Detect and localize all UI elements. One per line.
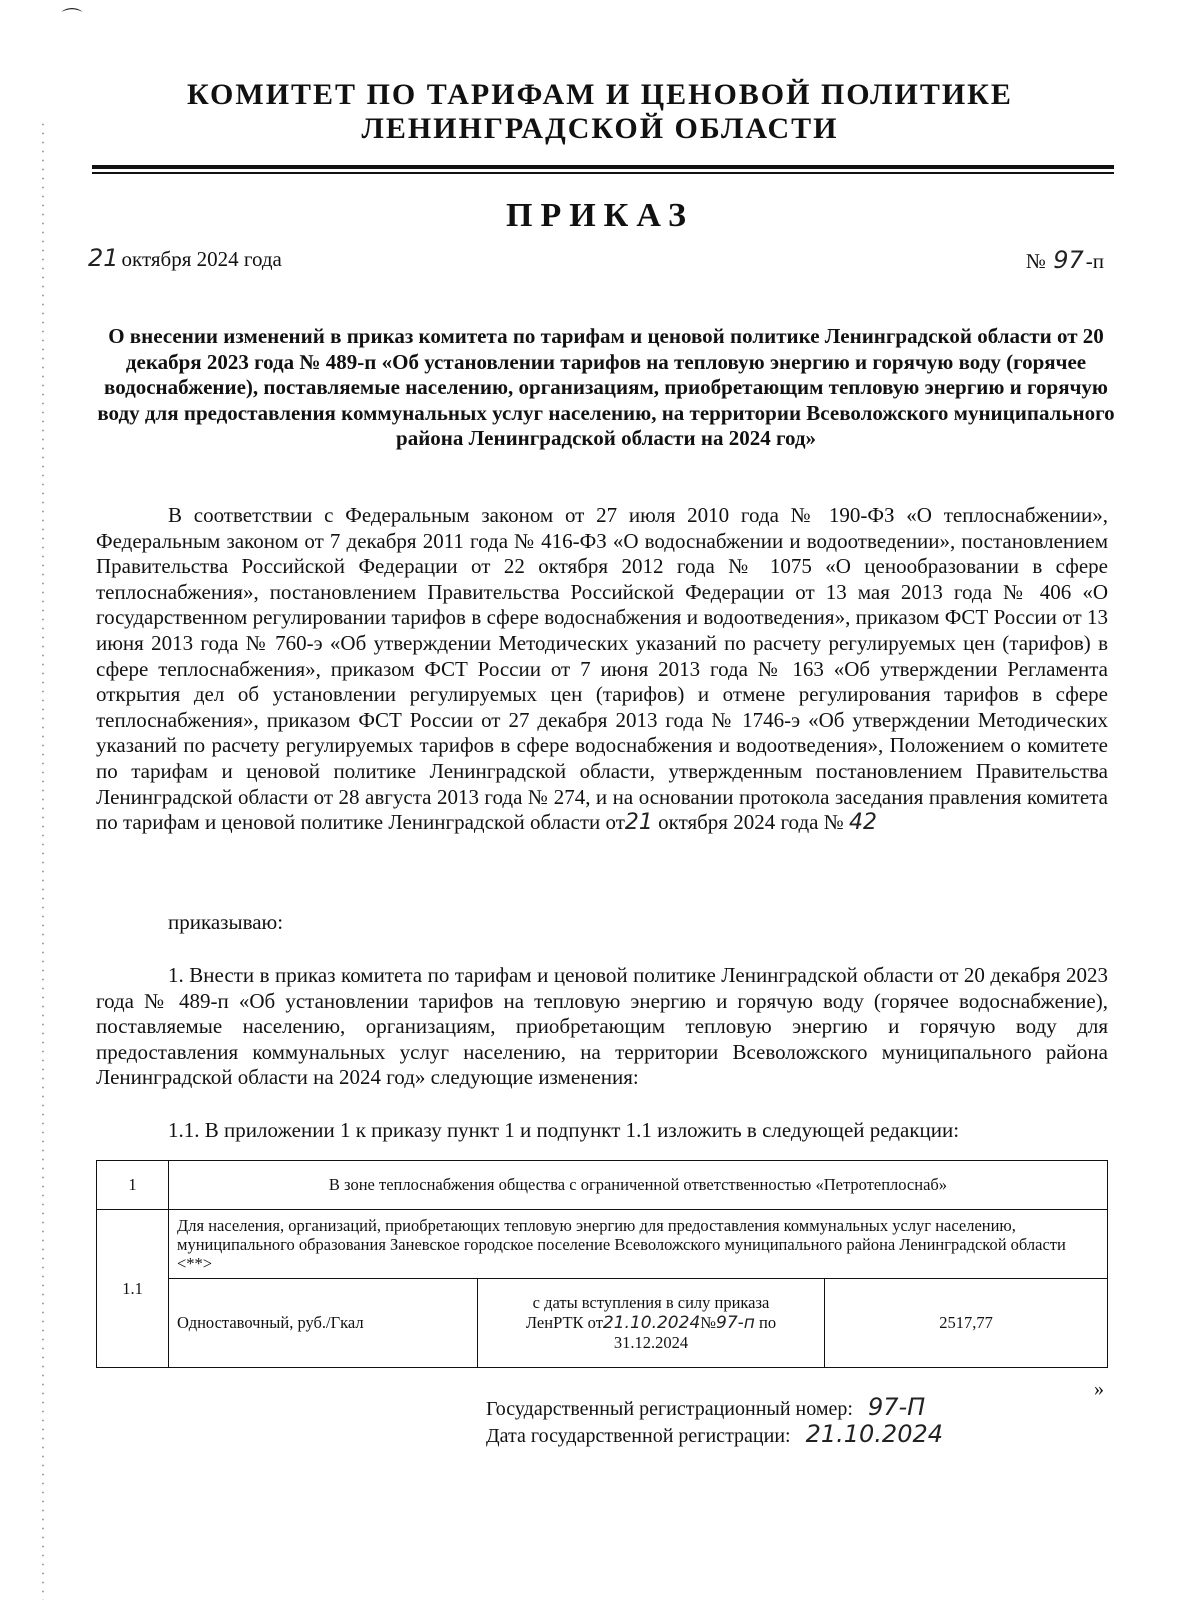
- period-line-2: [486, 1313, 816, 1333]
- order-date: [88, 244, 282, 272]
- rate-value-cell: 2517,77: [825, 1279, 1108, 1368]
- period-number-handwritten: 97-п: [716, 1313, 755, 1333]
- registration-date-handwritten: 21.10.2024: [805, 1420, 944, 1448]
- decree-word: приказываю:: [168, 910, 284, 934]
- order-day-handwritten: 21: [88, 244, 119, 272]
- document-title: ПРИКАЗ: [506, 197, 694, 234]
- org-line-2: ЛЕНИНГРАДСКОЙ ОБЛАСТИ: [361, 112, 839, 145]
- header-rule-thin: [92, 172, 1114, 174]
- header-rule-thick: [92, 165, 1114, 169]
- order-number: [1026, 246, 1104, 274]
- protocol-number-handwritten: 42: [849, 810, 877, 836]
- protocol-day-handwritten: 21: [624, 810, 653, 836]
- row-number: 1: [97, 1161, 169, 1210]
- period-no: №: [700, 1313, 717, 1332]
- registration-number-handwritten: 97-П: [867, 1393, 926, 1421]
- rate-period-cell: [478, 1279, 825, 1368]
- order-date-text: октября 2024 года: [121, 247, 282, 271]
- period-prefix: ЛенРТК от: [525, 1313, 603, 1332]
- registration-number: [486, 1393, 925, 1421]
- registration-date-label: Дата государственной регистрации:: [486, 1425, 791, 1447]
- order-number-handwritten: 97: [1053, 246, 1084, 274]
- table-row: [97, 1210, 1108, 1279]
- rate-name-cell: Одноставочный, руб./Гкал: [169, 1279, 478, 1368]
- period-end: 31.12.2024: [613, 1333, 689, 1352]
- item-1-paragraph: 1. Внести в приказ комитета по тарифам и ценовой политике Ленинградской области от 20 декабря 2023 года № 489-п «Об установлении тарифов на тепловую энергию и горячую воду (горячее водоснабжение), поставляемые населению, организациям, приобретающим тепловую энергию и горячую воду для предоставления коммунальных услуг населению, на территории Всеволожского муниципального района Ленинградской области на 2024 год» следующие изменения:: [96, 963, 1108, 1090]
- legal-basis-paragraph: [96, 503, 1108, 836]
- row-number: 1.1: [97, 1210, 169, 1368]
- tariff-table: [96, 1160, 1108, 1368]
- registration-date: [486, 1420, 943, 1448]
- table-row: [97, 1279, 1108, 1368]
- legal-basis-text: В соответствии с Федеральным законом от 27 июля 2010 года № 190-ФЗ «О теплоснабжении», Федеральным законом от 7 декабря 2011 года № 416-ФЗ «О водоснабжении и водоотведении», постановлением Правительства Российской Федерации от 22 октября 2012 года № 1075 «О ценообразовании в сфере теплоснабжения», постановлением Правительства Российской Федерации от 13 мая 2013 года № 406 «О государственном регулировании тарифов в сфере водоснабжения и водоотведения», приказом ФСТ России от 13 июня 2013 года № 760-э «Об утверждении Методических указаний по расчету регулируемых цен (тарифов) в сфере теплоснабжения», приказом ФСТ России от 7 июня 2013 года № 163 «Об утверждении Регламента открытия дел об установлении регулируемых цен (тарифов) и отмене регулирования тарифов в сфере теплоснабжения», приказом ФСТ России от 27 декабря 2013 года № 1746-э «Об утверждении Методических указаний по расчету регулируемых тарифов в сфере водоснабжения и водоотведения», Положением о комитете по тарифам и ценовой политике Ленинградской области, утвержденным постановлением Правительства Ленинградской области от 28 августа 2013 года № 274, и на основании протокола заседания правления комитета по тарифам и ценовой политике Ленинградской области от: [96, 503, 1108, 835]
- scan-margin-dots: [42, 120, 44, 1600]
- org-header: [0, 78, 1200, 146]
- scan-corner-mark: ⌒: [62, 8, 82, 30]
- org-line-1: КОМИТЕТ ПО ТАРИФАМ И ЦЕНОВОЙ ПОЛИТИКЕ: [187, 78, 1013, 111]
- supply-zone-cell: В зоне теплоснабжения общества с ограниченной ответственностью «Петротеплоснаб»: [169, 1161, 1108, 1210]
- item-1-1-paragraph: 1.1. В приложении 1 к приказу пункт 1 и подпункт 1.1 изложить в следующей редакции:: [168, 1118, 960, 1142]
- period-line-1: с даты вступления в силу приказа: [532, 1293, 770, 1312]
- registration-number-label: Государственный регистрационный номер:: [486, 1398, 853, 1420]
- order-subject: О внесении изменений в приказ комитета по тарифам и ценовой политике Ленинградской области от 20 декабря 2023 года № 489-п «Об установлении тарифов на тепловую энергию и горячую воду (горячее водоснабжение), поставляемые населению, организациям, приобретающим тепловую энергию и горячую воду для предоставления коммунальных услуг населению, на территории Всеволожского муниципального района Ленинградской области на 2024 год»: [97, 324, 1115, 450]
- order-number-suffix: -п: [1085, 249, 1104, 273]
- consumer-group-cell: Для населения, организаций, приобретающих тепловую энергию для предоставления коммунальных услуг населению, муниципального образования Заневское городское поселение Всеволожского муниципального района Ленинградской области <**>: [169, 1210, 1108, 1279]
- protocol-date-text: октября 2024 года №: [658, 810, 844, 835]
- closing-quote: »: [1094, 1378, 1104, 1400]
- period-date-handwritten: 21.10.2024: [602, 1313, 701, 1333]
- table-row: [97, 1161, 1108, 1210]
- period-to: по: [759, 1313, 777, 1332]
- order-number-prefix: №: [1025, 249, 1046, 273]
